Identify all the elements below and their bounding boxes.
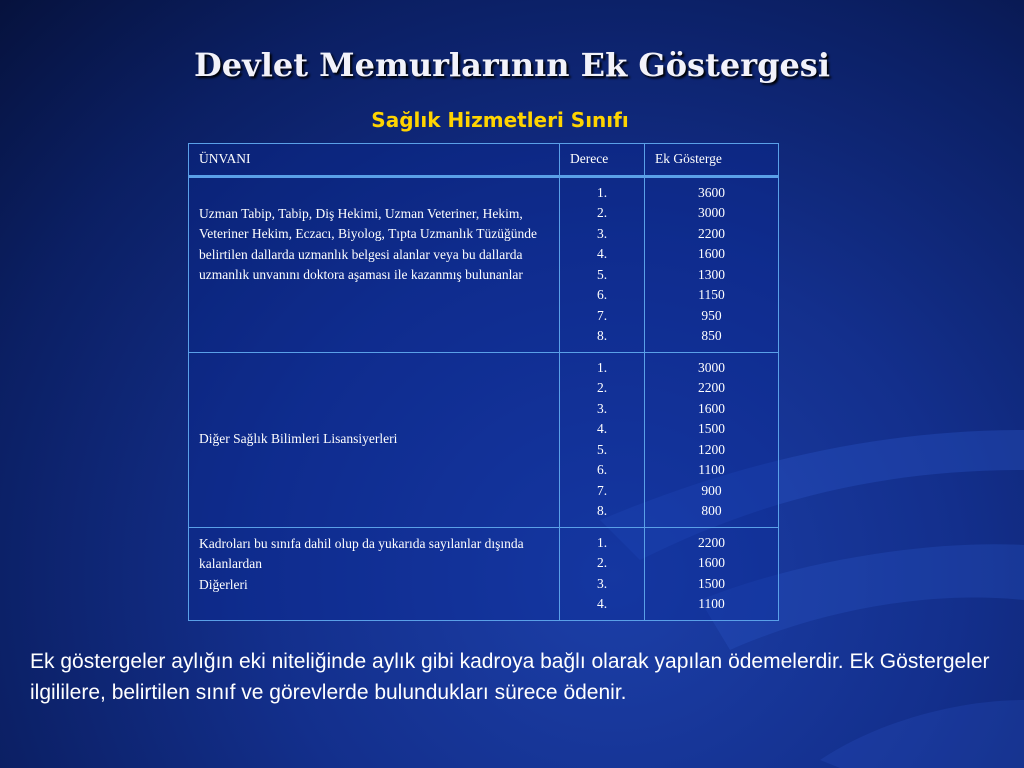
slide-title: Devlet Memurlarının Ek Göstergesi (194, 46, 830, 84)
ek-gosterge-value: 900 (701, 482, 722, 498)
derece-value: 3. (596, 400, 608, 416)
unvan-cell: Uzman Tabip, Tabip, Diş Hekimi, Uzman Veteriner, Hekim, Veteriner Hekim, Eczacı, Biyolog, Tıpta Uzmanlık Tüzüğünde belirtilen dallarda uzmanlık belgesi alanlar veya bu dallarda uzmanlık unvanını doktora aşaması ile kazanmış bulunanlar (189, 176, 560, 352)
derece-value: 4. (596, 596, 608, 611)
derece-value: 4. (596, 421, 608, 436)
derece-value: 1. (596, 184, 608, 200)
table-row (189, 527, 779, 620)
ek-gosterge-table (188, 143, 779, 621)
ek-gosterge-value: 3600 (698, 184, 725, 200)
ek-gosterge-value: 3000 (698, 205, 725, 220)
ek-gosterge-value: 2200 (698, 380, 725, 395)
ek-gosterge-value: 1600 (698, 400, 725, 416)
ek-gosterge-value: 950 (701, 307, 722, 323)
derece-value: 2. (596, 380, 608, 395)
derece-cell (560, 352, 645, 527)
ek-gosterge-value: 1500 (698, 421, 725, 436)
unvan-cell: Diğer Sağlık Bilimleri Lisansiyerleri (189, 352, 560, 527)
table-header-row (189, 144, 779, 177)
ek-gosterge-cell (645, 527, 779, 620)
derece-value: 3. (596, 575, 608, 591)
ek-gosterge-value: 1200 (698, 441, 725, 457)
header-derece: Derece (560, 144, 645, 177)
ek-gosterge-value: 1500 (698, 575, 725, 591)
derece-value: 2. (596, 205, 608, 220)
ek-gosterge-value: 800 (701, 503, 722, 518)
derece-value: 1. (596, 359, 608, 375)
ek-gosterge-value: 1150 (698, 287, 725, 302)
derece-value: 2. (596, 555, 608, 570)
unvan-text: Kadroları bu sınıfa dahil olup da yukarıda sayılanlar dışında kalanlardan (199, 535, 524, 571)
ek-gosterge-value: 2200 (698, 534, 725, 550)
derece-value: 7. (596, 482, 608, 498)
ek-gosterge-cell (645, 352, 779, 527)
ek-gosterge-value: 2200 (698, 225, 725, 241)
ek-gosterge-value: 1600 (698, 555, 725, 570)
ek-gosterge-value: 850 (701, 328, 722, 343)
ek-gosterge-cell (645, 176, 779, 352)
derece-value: 5. (596, 266, 608, 282)
footer-paragraph: Ek göstergeler aylığın eki niteliğinde aylık gibi kadroya bağlı olarak yapılan ödemelerdir. Ek Göstergeler ilgililere, belirtilen sınıf ve görevlerde bulundukları sürece ödenir. (30, 650, 990, 704)
ek-gosterge-value: 1300 (698, 266, 725, 282)
table-row (189, 176, 779, 352)
derece-value: 8. (596, 503, 608, 518)
derece-value: 7. (596, 307, 608, 323)
ek-gosterge-value: 1600 (698, 246, 725, 261)
derece-value: 4. (596, 246, 608, 261)
derece-value: 1. (596, 534, 608, 550)
unvan-text-line2: Diğerleri (199, 576, 248, 592)
derece-value: 3. (596, 225, 608, 241)
ek-gosterge-value: 3000 (698, 359, 725, 375)
derece-cell (560, 527, 645, 620)
header-unvan: ÜNVANI (189, 144, 560, 177)
unvan-cell (189, 527, 560, 620)
table-row (189, 352, 779, 527)
derece-value: 5. (596, 441, 608, 457)
derece-value: 6. (596, 287, 608, 302)
derece-value: 8. (596, 328, 608, 343)
slide-subtitle: Sağlık Hizmetleri Sınıfı (371, 108, 629, 132)
derece-value: 6. (596, 462, 608, 477)
derece-cell (560, 176, 645, 352)
ek-gosterge-value: 1100 (698, 596, 725, 611)
header-ek-gosterge: Ek Gösterge (645, 144, 779, 177)
ek-gosterge-value: 1100 (698, 462, 725, 477)
